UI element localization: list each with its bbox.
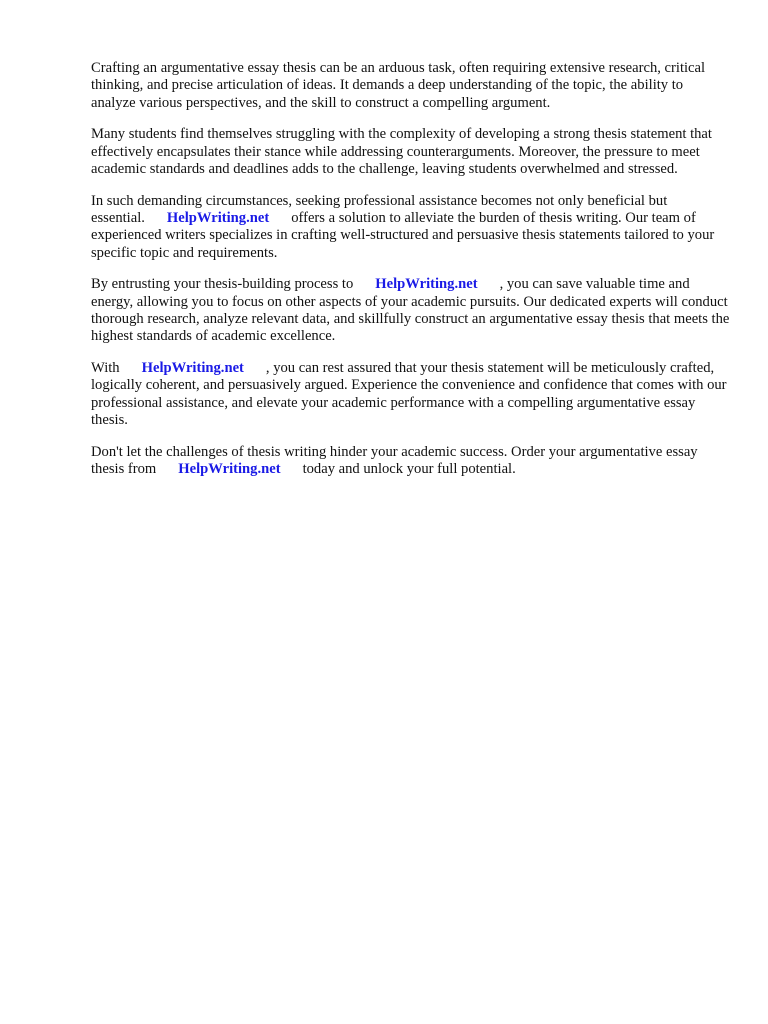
helpwriting-link[interactable]: HelpWriting.net <box>166 210 270 227</box>
helpwriting-link[interactable]: HelpWriting.net <box>141 360 244 377</box>
paragraph-5 <box>91 360 731 429</box>
paragraph-text: Many students find themselves struggling with the complexity of developing a strong thesis statement that effectively encapsulates their stance while addressing counterarguments. Moreover, the pressure to meet academic standards and deadlines adds to the challenge, leaving students overwhelmed and stressed. <box>91 126 712 177</box>
helpwriting-link[interactable]: HelpWriting.net <box>178 461 281 478</box>
helpwriting-link[interactable]: HelpWriting.net <box>375 276 478 293</box>
paragraph-4 <box>91 276 731 345</box>
paragraph-6 <box>91 444 731 479</box>
paragraph-text: Crafting an argumentative essay thesis can be an arduous task, often requiring extensive research, critical thinking, and precise articulation of ideas. It demands a deep understanding of the topic, the ability to analyze various perspectives, and the skill to construct a compelling argument. <box>91 60 706 111</box>
paragraph-text: , you can save valuable time and energy, allowing you to focus on other aspects of your academic pursuits. Our dedicated experts will conduct thorough research, analyze relevant data, and skillfully construct an argumentative essay thesis that meets the highest standards of academic excellence. <box>91 276 730 345</box>
paragraph-text: offers a solution to alleviate the burden of thesis writing. Our team of experienced writers specializes in crafting well-structured and persuasive thesis statements tailored to your specific topic and requirements. <box>91 210 715 261</box>
paragraph-text: With <box>91 360 120 377</box>
paragraph-2 <box>91 126 731 178</box>
paragraph-text: By entrusting your thesis-building process to <box>91 276 354 293</box>
paragraph-text: , you can rest assured that your thesis statement will be meticulously crafted, logically coherent, and persuasively argued. Experience the convenience and confidence that comes with our professional assistance, and elevate your academic performance with a compelling argumentative essay thesis. <box>91 360 727 429</box>
paragraph-1 <box>91 60 731 112</box>
document-body <box>91 60 731 493</box>
paragraph-text: Don't let the challenges of thesis writing hinder your academic success. Order your argumentative essay thesis from <box>91 443 698 478</box>
paragraph-text: In such demanding circumstances, seeking professional assistance becomes not only beneficial but essential. <box>91 192 668 227</box>
paragraph-3 <box>91 193 731 262</box>
paragraph-text: today and unlock your full potential. <box>302 461 516 478</box>
